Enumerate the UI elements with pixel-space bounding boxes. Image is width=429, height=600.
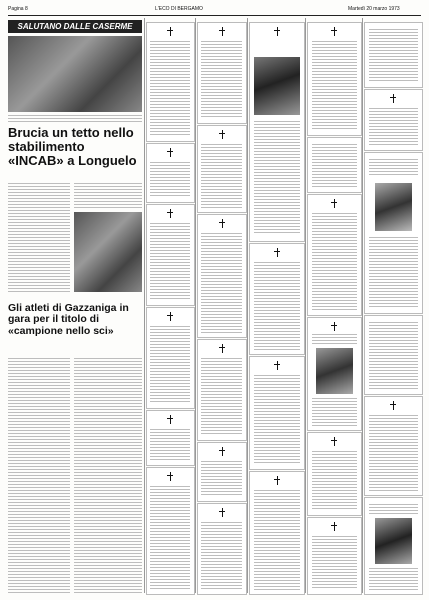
death-notice [146,143,195,203]
column-divider [305,18,306,593]
ski-article-body [8,358,70,593]
death-notice [307,517,362,595]
incab-article-body [8,183,70,293]
death-notice [146,410,195,466]
column-divider [247,18,248,593]
gazzaniga-ski-headline: Gli atleti di Gazzaniga in gara per il titolo di «campione nello sci» [8,302,129,337]
death-notice [197,503,247,595]
deceased-portrait [316,348,353,394]
death-notice [307,194,362,316]
death-notice [307,137,362,193]
death-notice [307,317,362,431]
soldiers-group-photo [8,36,142,112]
deceased-portrait [254,57,300,115]
death-notice [197,125,247,213]
incab-article-subhead [74,183,142,209]
column-divider [195,18,196,593]
death-notice [146,204,195,306]
incab-fire-headline: Brucia un tetto nello stabilimento «INCAB» a Longuelo [8,125,137,169]
death-notice [197,22,247,124]
death-notice [364,89,423,151]
anniversary-notice [364,396,423,496]
issue-date: Martedì 20 marzo 1973 [348,6,400,12]
caserme-section-band: SALUTANO DALLE CASERME [8,20,142,33]
death-notice [307,22,362,136]
death-notice [249,243,305,355]
ski-article-body-cont [74,358,142,593]
death-notice [249,356,305,470]
death-notice [197,442,247,502]
column-divider [144,18,145,593]
anniversary-notice [364,315,423,395]
newspaper-title: L'ECO DI BERGAMO [155,6,203,12]
death-notice [197,339,247,441]
column-divider [362,18,363,593]
death-notice [146,467,195,595]
death-notice [146,22,195,142]
masthead-rule [8,15,421,16]
death-notice [307,432,362,516]
death-notice [197,214,247,338]
death-notice [249,22,305,242]
death-notice [146,307,195,409]
death-notice [249,471,305,595]
page-number: Pagina 8 [8,6,28,12]
anniversary-notice [364,152,423,314]
deceased-portrait [375,183,412,231]
factory-fire-photo [74,212,142,292]
anniversary-notice [364,497,423,595]
deceased-portrait [375,518,412,564]
death-notice [364,22,423,88]
photo-caption [8,115,142,122]
